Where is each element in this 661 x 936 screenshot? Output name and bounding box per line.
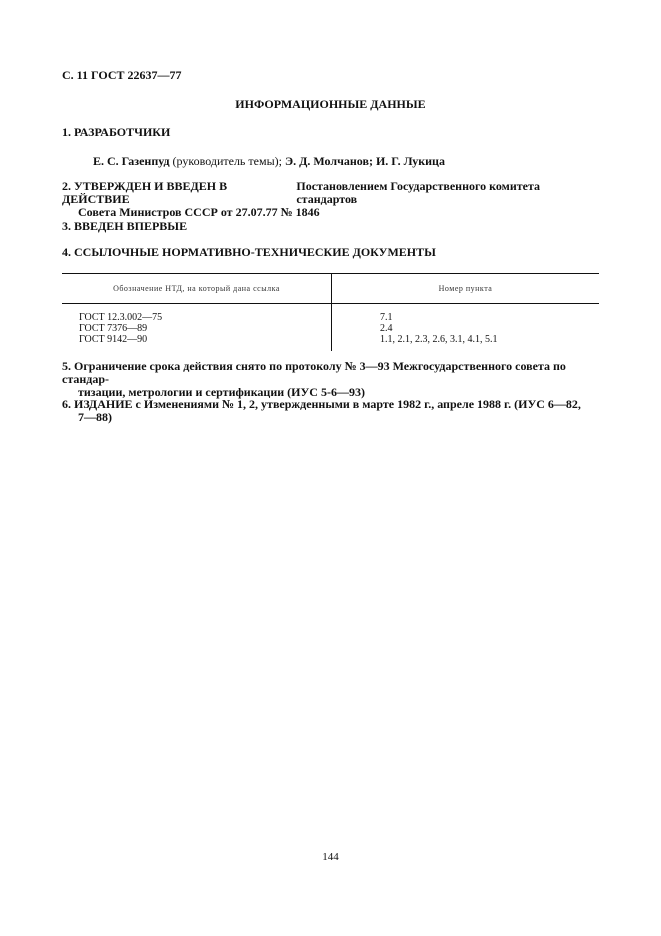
clause-cell: [332, 304, 600, 352]
references-table-header: [62, 274, 599, 304]
developer-others: Э. Д. Молчанов; И. Г. Лукица: [284, 154, 445, 168]
approved-line1-left: 2. УТВЕРЖДЕН И ВВЕДЕН В ДЕЙСТВИЕ: [62, 179, 228, 206]
references-heading: 4. ССЫЛОЧНЫЕ НОРМАТИВНО-ТЕХНИЧЕСКИЕ ДОКУМЕНТЫ: [62, 245, 436, 259]
doc-value: ГОСТ 7376—89: [79, 323, 148, 334]
col-doc-header: Обозначение НТД, на который дана ссылка: [62, 274, 332, 304]
clause-value: 2.4: [380, 323, 393, 334]
approved-line2: Совета Министров СССР от 27.07.77 № 1846: [78, 205, 320, 219]
first-introduced-heading: 3. ВВЕДЕН ВПЕРВЫЕ: [62, 219, 188, 233]
doc-value: ГОСТ 9142—90: [79, 334, 148, 345]
approved-line1-right: Постановлением Государственного комитета стандартов: [296, 179, 541, 206]
limit-line1: 5. Ограничение срока действия снято по протоколу № 3—93 Межгосударственного совета по стандар-: [62, 359, 566, 386]
edition-line1: 6. ИЗДАНИЕ с Изменениями № 1, 2, утвержденными в марте 1982 г., апреле 1988 г. (ИУС 6—82,: [62, 397, 581, 411]
references-table: [62, 273, 599, 351]
page-header: С. 11 ГОСТ 22637—77: [62, 68, 182, 82]
developer-lead-role: (руководитель темы);: [169, 154, 285, 168]
clause-value: 7.1: [380, 312, 393, 323]
page-title: ИНФОРМАЦИОННЫЕ ДАННЫЕ: [235, 97, 426, 111]
approved-paragraph: [62, 180, 602, 219]
clause-value: 1.1, 2.1, 2.3, 2.6, 3.1, 4.1, 5.1: [380, 334, 498, 345]
limit-paragraph: [62, 360, 602, 399]
developers-heading: 1. РАЗРАБОТЧИКИ: [62, 125, 171, 139]
col-clause-header: Номер пункта: [332, 274, 600, 304]
limit-line2: тизации, метрологии и сертификации (ИУС 5-6—93): [78, 385, 365, 399]
table-row: [62, 304, 599, 352]
page-number: 144: [322, 851, 339, 863]
edition-paragraph: [62, 398, 602, 424]
edition-line2: 7—88): [78, 410, 112, 424]
doc-value: ГОСТ 12.3.002—75: [79, 312, 163, 323]
doc-cell: [62, 304, 332, 352]
developer-lead: Е. С. Газенпуд: [93, 154, 170, 168]
developers-list: [93, 154, 445, 169]
